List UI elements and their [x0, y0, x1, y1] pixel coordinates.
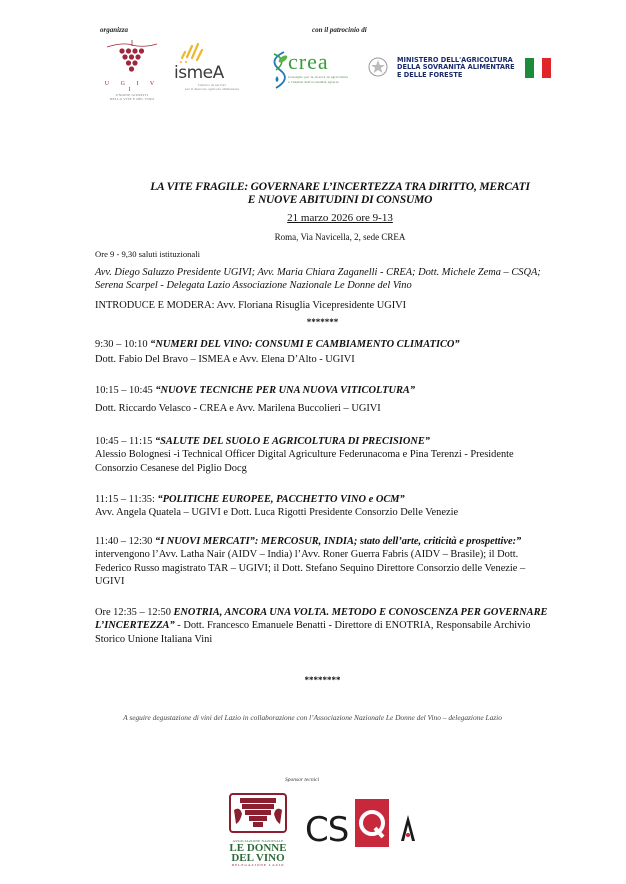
donne-logo-line-3: DEL VINO	[231, 852, 285, 864]
csqa-logo-mark-icon	[305, 799, 420, 847]
svg-text:CS: CS	[305, 810, 349, 847]
ismea-logo-subtitle-2: per il mercato agricolo alimentare	[184, 87, 240, 92]
ismea-rays-icon	[176, 40, 216, 64]
moderator: INTRODUCE E MODERA: Avv. Floriana Risuglia Vicepresidente UGIVI	[95, 300, 407, 311]
donne-logo-line-4: DELEGAZIONE LAZIO	[231, 863, 285, 867]
session-speakers: - Dott. Francesco Emanuele Benatti - Direttore di ENOTRIA, Responsabile Archivio Storico Unione Italiana Vini	[95, 620, 531, 645]
session-6	[95, 606, 550, 646]
session-speakers: Dott. Fabio Del Bravo – ISMEA e Avv. Elena D’Alto - UGIVI	[95, 354, 355, 366]
organizer-label: organizza	[100, 26, 129, 34]
ugivi-logo	[103, 40, 161, 102]
event-date: 21 marzo 2026 ore 9-13	[287, 212, 393, 224]
session-title: “NUMERI DEL VINO: CONSUMI E CAMBIAMENTO CLIMATICO”	[150, 339, 460, 350]
session-speakers: Avv. Angela Quatela – UGIVI e Dott. Luca Rigotti Presidente Consorzio Delle Venezie	[95, 507, 459, 519]
ministero-line-2: DELLA SOVRANITÀ ALIMENTARE	[397, 63, 515, 72]
session-title: “NUOVE TECNICHE PER UNA NUOVA VITICOLTURA”	[155, 385, 416, 396]
ismea-logo-subtitle-1: Istituto di servizi	[198, 83, 226, 87]
session-speakers: intervengono l’Avv. Latha Nair (AIDV – India) l’Avv. Roner Guerra Fabris (AIDV – Brasile); il Dott. Federico Russo magistrato TAR – UGIVI; il Dott. Stefano Sequino Direttore Consorzio delle Venezie – UGIVI	[95, 549, 526, 587]
session-time: 11:15 – 11:35:	[95, 494, 158, 505]
sponsor-label: Sponsor tecnici	[285, 777, 320, 783]
tasting-note: A seguire degustazione di vini del Lazio in collaborazione con l’Associazione Nazionale Le Donne del Vino – delegazione Lazio	[123, 713, 502, 722]
csqa-logo	[305, 799, 420, 847]
event-place: Roma, Via Navicella, 2, sede CREA	[274, 232, 406, 242]
session-speakers: Dott. Riccardo Velasco - CREA e Avv. Marilena Buccolieri – UGIVI	[95, 403, 381, 415]
ismea-logo	[174, 40, 250, 95]
italian-flag	[525, 58, 551, 78]
ugivi-logo-subtitle-2: DELLA VITE E DEL VINO	[109, 97, 155, 102]
session-1	[95, 338, 550, 367]
crea-helix-icon	[268, 50, 290, 90]
crea-logo-subtitle-2: e l'analisi dell'economia agraria	[288, 80, 339, 84]
ministero-name	[397, 57, 515, 79]
crea-logo-name: crea	[288, 49, 329, 74]
session-title: “SALUTE DEL SUOLO E AGRICOLTURA DI PRECISIONE”	[154, 436, 430, 447]
grape-cluster-icon	[103, 40, 161, 74]
separator-stars-1: *******	[306, 317, 339, 327]
session-time: 9:30 – 10:10	[95, 339, 151, 350]
patronage-label: con il patrocinio di	[312, 26, 367, 34]
donne-logo-line-1: ASSOCIAZIONE NAZIONALE	[232, 839, 284, 843]
opening-time: Ore 9 - 9,30 saluti istituzionali	[95, 249, 201, 259]
session-time: Ore 12:35 – 12:50	[95, 607, 174, 618]
session-speakers: Alessio Bolognesi -i Technical Officer Digital Agriculture Federunacoma e Pina Terenzi - Presidente Consorzio Cesanese del Piglio Docg	[95, 449, 514, 474]
donne-del-vino-logo	[226, 792, 290, 870]
ugivi-logo-name: U G I V I	[104, 81, 160, 93]
crea-logo	[268, 50, 356, 94]
donne-logo-line-2: LE DONNE	[229, 842, 287, 854]
ugivi-logo-subtitle-1: UNIONE GIURISTI	[115, 93, 149, 97]
separator-stars-2: ********	[304, 675, 341, 685]
ministero-emblem	[367, 55, 389, 79]
opening-speakers: Avv. Diego Saluzzo Presidente UGIVI; Avv. Maria Chiara Zaganelli - CREA; Dott. Michele Zema – CSQA; Serena Scarpel - Delegata Lazio Associazione Nazionale Le Donne del Vino	[95, 267, 541, 292]
session-5	[95, 535, 550, 588]
session-2	[95, 384, 550, 416]
session-title: “POLITICHE EUROPEE, PACCHETTO VINO e OCM”	[157, 494, 405, 505]
session-3	[95, 435, 550, 475]
session-title: “I NUOVI MERCATI”: MERCOSUR, INDIA; stato dell’arte, criticità e prospettive:”	[154, 536, 522, 547]
event-title-line-1: LA VITE FRAGILE: GOVERNARE L’INCERTEZZA TRA DIRITTO, MERCATI	[150, 181, 530, 193]
session-4	[95, 493, 550, 520]
session-title: ENOTRIA, ANCORA UNA VOLTA. METODO E CONOSCENZA PER GOVERNARE L’INCERTEZZA”	[95, 607, 548, 632]
session-time: 10:45 – 11:15	[95, 436, 155, 447]
ministero-line-1: MINISTERO DELL'AGRICOLTURA	[397, 56, 513, 64]
event-title-line-2: E NUOVE ABITUDINI DI CONSUMO	[247, 194, 433, 206]
ismea-logo-name: ismeA	[174, 63, 224, 83]
crea-logo-subtitle-1: Consiglio per la ricerca in agricoltura	[288, 75, 349, 79]
donne-del-vino-emblem-icon	[226, 792, 290, 834]
session-time: 11:40 – 12:30	[95, 536, 155, 547]
session-time: 10:15 – 10:45	[95, 385, 156, 396]
event-title	[120, 181, 560, 207]
ministero-line-3: E DELLE FORESTE	[397, 70, 463, 79]
republic-emblem-icon	[367, 55, 389, 79]
